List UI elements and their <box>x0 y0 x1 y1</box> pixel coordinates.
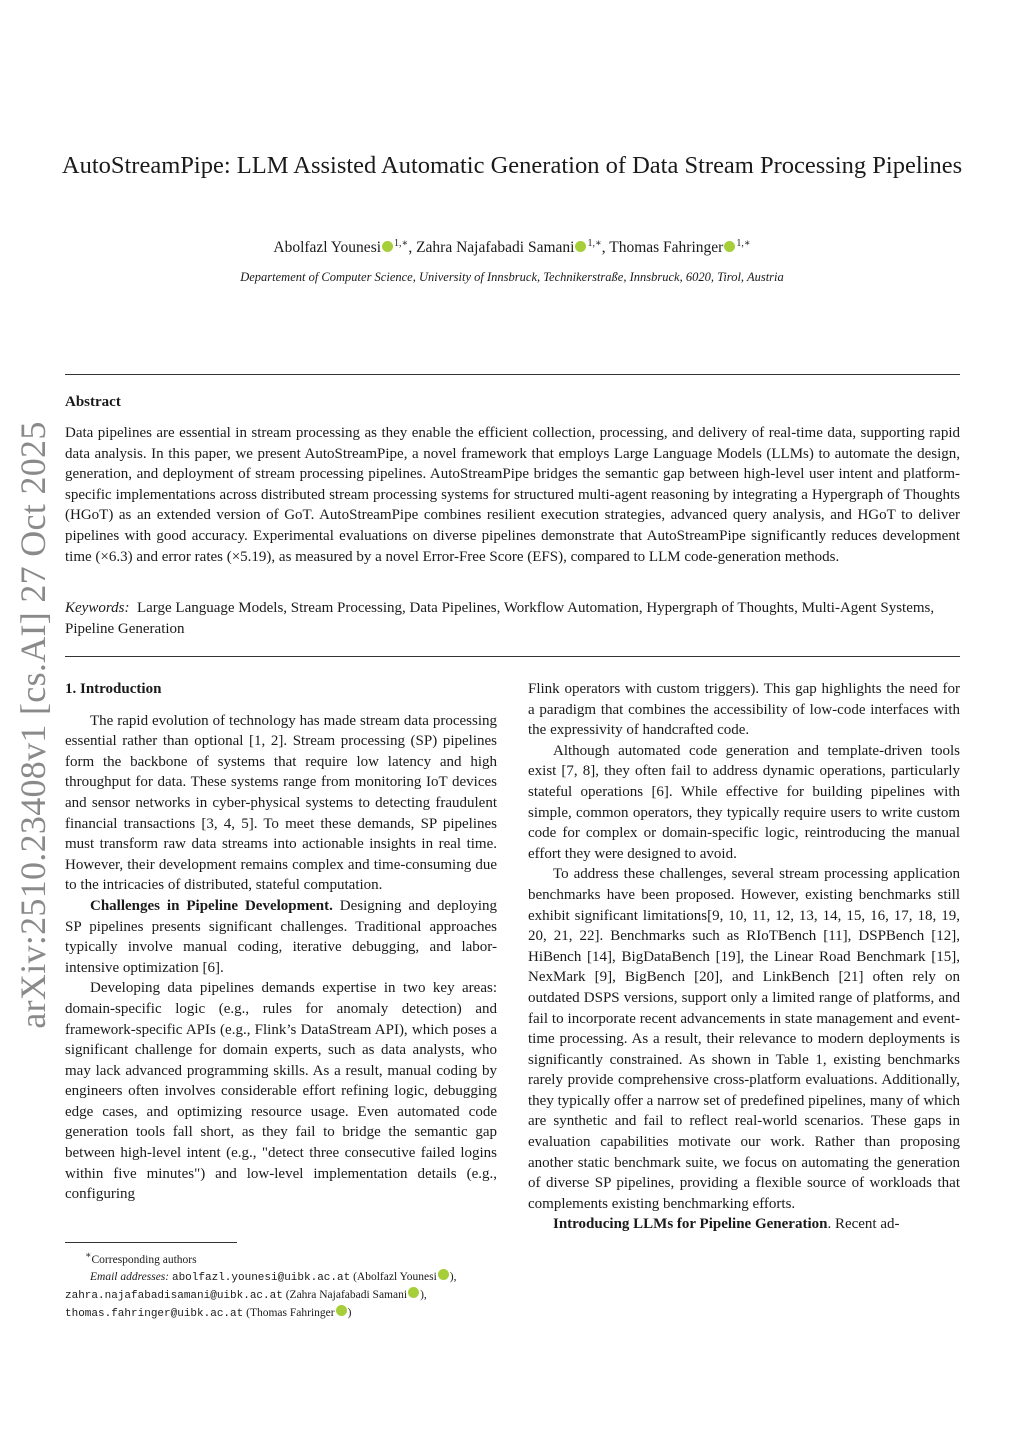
paren-close: ) <box>420 1288 424 1301</box>
footnote-rule <box>65 1242 237 1243</box>
right-column <box>528 679 960 1235</box>
orcid-icon[interactable] <box>575 241 586 252</box>
author-affil-mark: 1,∗ <box>394 238 409 249</box>
author-affil-mark: 1,∗ <box>736 238 751 249</box>
separator: , <box>423 1288 427 1301</box>
separator: , <box>453 1270 457 1283</box>
footnote-corresponding <box>65 1247 497 1269</box>
divider-top <box>65 374 960 375</box>
author-name: Abolfazl Younesi <box>273 239 382 257</box>
paren-close: ) <box>347 1306 352 1319</box>
keywords-text: Large Language Models, Stream Processing, Data Pipelines, Workflow Automation, Hypergraph of Thoughts, Multi-Agent Systems, Pipeline Generation <box>65 600 935 637</box>
keywords <box>65 598 960 639</box>
abstract-heading: Abstract <box>65 394 121 410</box>
paper-title: AutoStreamPipe: LLM Assisted Automatic Generation of Data Stream Processing Pipelines <box>61 152 963 179</box>
paren-close: ) <box>449 1270 454 1283</box>
author-name: Thomas Fahringer <box>609 239 724 257</box>
paragraph: The rapid evolution of technology has made stream data processing essential rather than optional [1, 2]. Stream processing (SP) pipelines form the backbone of systems that require low latency and high throughput for data. These systems range from monitoring IoT devices and sensor networks in cyber-physical systems to detecting fraudulent financial transactions [3, 4, 5]. To meet these demands, SP pipelines must transform raw data streams into actionable insights in real time. However, their development remains complex and time-consuming due to the intricacies of distributed, stateful computation. <box>65 712 497 894</box>
author-list: Abolfazl Younesi $^{1,∗}$, Zahra Najafabadi Samani $^{1,∗}$, Thomas Fahringer $^{1,∗}$ <box>273 238 751 257</box>
author-affil-mark: 1,∗ <box>587 238 602 249</box>
paragraph: Flink operators with custom triggers). This gap highlights the need for a paradigm that combines the accessibility of low-code interfaces with the expressivity of handcrafted code. <box>528 681 960 739</box>
orcid-icon[interactable] <box>382 241 393 252</box>
paragraph <box>65 896 497 978</box>
divider-bottom <box>65 656 960 657</box>
paragraph-text: Designing and deploying SP pipelines presents significant challenges. Traditional approaches typically involve manual coding, iterative debugging, and labor-intensive optimization [6]. <box>65 897 497 976</box>
email-link[interactable]: abolfazl.younesi@uibk.ac.at <box>171 1271 351 1284</box>
footnote <box>65 1247 497 1323</box>
email-owner: (Zahra Najafabadi Samani <box>285 1288 408 1301</box>
orcid-icon[interactable] <box>724 241 735 252</box>
arxiv-sidebar <box>8 421 58 1029</box>
keywords-label: Keywords: <box>65 600 130 616</box>
email-owner: (Thomas Fahringer <box>246 1306 335 1319</box>
orcid-icon[interactable] <box>408 1287 419 1298</box>
affiliation: Departement of Computer Science, University of Innsbruck, Technikerstraße, Innsbruck, 6020, Tirol, Austria <box>240 270 784 284</box>
section-heading-introduction: 1. Introduction <box>65 681 162 697</box>
author-name: Zahra Najafabadi Samani <box>416 239 575 257</box>
paragraph <box>528 1214 960 1235</box>
email-label: Email addresses: <box>90 1270 170 1283</box>
paragraph-text: . Recent ad- <box>827 1216 900 1233</box>
footnote-corresponding-text: Corresponding authors <box>91 1253 197 1266</box>
email-link[interactable]: thomas.fahringer@uibk.ac.at <box>65 1307 244 1320</box>
abstract-text: Data pipelines are essential in stream processing as they enable the efficient collection, processing, and delivery of real-time data, supporting rapid data analysis. In this paper, we present AutoStreamPipe, a novel framework that employs Large Language Models (LLMs) to automate the design, generation, and deployment of stream processing pipelines. AutoStreamPipe bridges the semantic gap between high-level user intent and platform-specific implementations across distributed stream processing systems for structured multi-agent reasoning by integrating a Hypergraph of Thoughts (HGoT) as an extended version of GoT. AutoStreamPipe combines resilient execution strategies, advanced query analysis, and HGoT to deliver pipelines with good accuracy. Experimental evaluations on diverse pipelines demonstrate that AutoStreamPipe significantly reduces development time (×6.3) and error rates (×5.19), as measured by a novel Error-Free Score (EFS), compared to LLM code-generation methods. <box>65 425 960 565</box>
orcid-icon[interactable] <box>438 1269 449 1280</box>
paragraph: To address these challenges, several stream processing application benchmarks have been proposed. However, existing benchmarks still exhibit significant limitations[9, 10, 11, 12, 13, 14, 15, 16, 17, 18, 19, 20, 21, 22]. Benchmarks such as RIoTBench [11], DSPBench [12], HiBench [14], BigDataBench [19], the Linear Road Benchmark [15], NexMark [9], BigBench [20], and LinkBench [21] often rely on outdated DSPS versions, support only a limited range of platforms, and fail to incorporate recent advancements in state management and event-time processing. As a result, their relevance to modern deployments is significantly constrained. As shown in Table 1, existing benchmarks rarely provide comprehensive cross-platform evaluations. Additionally, they typically offer a narrow set of predefined pipelines, many of which are synthetic and fail to reflect real-world scenarios. These gaps in evaluation capabilities motivate our work. Rather than proposing another static benchmark suite, we focus on automating the generation of diverse SP pipelines, providing a flexible source of workloads that complements existing benchmarking efforts. <box>528 866 960 1212</box>
left-column <box>65 679 497 1205</box>
footnote-mark: ∗ <box>85 1250 92 1261</box>
footnote-emails <box>65 1269 497 1323</box>
email-owner: (Abolfazl Younesi <box>353 1270 437 1283</box>
paragraph: Developing data pipelines demands expertise in two key areas: domain-specific logic (e.g., rules for anomaly detection) and framework-specific APIs (e.g., Flink’s DataStream API), which poses a significant challenge for domain experts, such as data analysts, who may lack advanced programming skills. As a result, manual coding by engineers often involves considerable effort refining logic, debugging edge cases, and optimizing resource usage. Even automated code generation tools fall short, as they fail to bridge the semantic gap between high-level intent (e.g., "detect three consecutive failed logins within five minutes") and low-level implementation details (e.g., configuring <box>65 980 497 1203</box>
paragraph-bold-lead: Introducing LLMs for Pipeline Generation <box>553 1216 828 1233</box>
arxiv-id: arXiv:2510.23408v1 [cs.AI] 27 Oct 2025 <box>13 421 53 1029</box>
orcid-icon[interactable] <box>336 1305 347 1316</box>
email-link[interactable]: zahra.najafabadisamani@uibk.ac.at <box>65 1289 283 1302</box>
paragraph: Although automated code generation and template-driven tools exist [7, 8], they often fail to address dynamic operations, particularly stateful operations [6]. While effective for building pipelines with simple, common operators, they typically require users to write custom code for complex or domain-specific logic, reintroducing the manual effort they were designed to avoid. <box>528 742 960 862</box>
paragraph-bold-lead: Challenges in Pipeline Development. <box>90 897 333 914</box>
